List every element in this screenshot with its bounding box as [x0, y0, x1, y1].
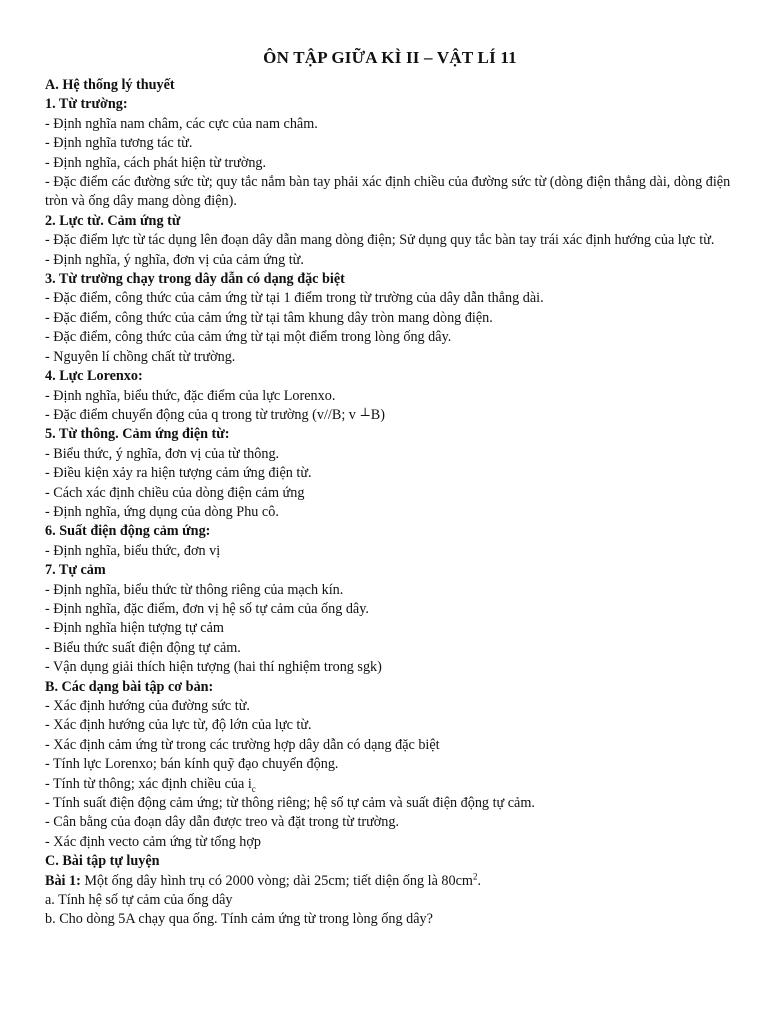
- list-item: - Đặc điểm lực từ tác dụng lên đoạn dây dẫn mang dòng điện; Sử dụng quy tắc bàn tay trái xác định hướng của lực từ.: [45, 232, 715, 249]
- list-item: - Định nghĩa, biểu thức, đơn vị: [45, 542, 221, 559]
- section-heading: 2. Lực từ. Cảm ứng từ: [45, 212, 181, 229]
- list-item: - Định nghĩa, ứng dụng của dòng Phu cô.: [45, 503, 279, 520]
- exercise-question-b: b. Cho dòng 5A chạy qua ống. Tính cảm ứng từ trong lòng ống dây?: [45, 911, 433, 928]
- list-item: - Đặc điểm, công thức của cảm ứng từ tại 1 điểm trong từ trường của dây dẫn thẳng dài.: [45, 290, 544, 307]
- superscript-2: 2: [472, 870, 478, 881]
- part-b-heading: B. Các dạng bài tập cơ bản:: [45, 678, 214, 695]
- list-item: - Định nghĩa hiện tượng tự cảm: [45, 620, 224, 637]
- list-item: - Đặc điểm, công thức của cảm ứng từ tại một điểm trong lòng ống dây.: [45, 329, 452, 346]
- section-heading: 1. Từ trường:: [45, 96, 128, 113]
- list-item: - Tính lực Lorenxo; bán kính quỹ đạo chuyển động.: [45, 756, 339, 773]
- list-item: - Định nghĩa, cách phát hiện từ trường.: [45, 154, 267, 171]
- exercise-1: [45, 872, 735, 891]
- list-item: - Xác định hướng của đường sức từ.: [45, 698, 250, 714]
- list-item: - Xác định hướng của lực từ, độ lớn của lực từ.: [45, 717, 312, 734]
- list-item: - Định nghĩa tương tác từ.: [45, 135, 193, 152]
- list-item-text: - Tính từ thông; xác định chiều của i: [45, 775, 252, 792]
- list-item: - Định nghĩa, biểu thức, đặc điểm của lực Lorenxo.: [45, 387, 336, 404]
- exercise-end: .: [477, 872, 481, 889]
- list-item: [45, 406, 735, 425]
- subscript-c: c: [251, 783, 256, 794]
- list-item: - Vận dụng giải thích hiện tượng (hai thí nghiệm trong sgk): [45, 659, 382, 676]
- list-item: - Đặc điểm các đường sức từ; quy tắc nắm bàn tay phải xác định chiều của đường sức từ (dòng điện thẳng dài, dòng điện tròn và ống dây mang dòng điện).: [45, 174, 731, 210]
- exercise-label: Bài 1:: [45, 872, 81, 889]
- list-item-text: - Đặc điểm chuyển động của q trong từ trường (v//B; v: [45, 406, 360, 423]
- section-heading: 5. Từ thông. Cảm ứng điện từ:: [45, 426, 230, 443]
- list-item: - Điều kiện xảy ra hiện tượng cảm ứng điện từ.: [45, 465, 312, 482]
- section-heading: 7. Tự cảm: [45, 562, 106, 579]
- list-item: - Biểu thức suất điện động tự cảm.: [45, 639, 241, 656]
- list-item: - Biểu thức, ý nghĩa, đơn vị của từ thông.: [45, 445, 280, 462]
- list-item: - Xác định vecto cảm ứng từ tổng hợp: [45, 833, 261, 850]
- list-item: - Cân bằng của đoạn dây dẫn được treo và đặt trong từ trường.: [45, 814, 400, 831]
- list-item: - Đặc điểm, công thức của cảm ứng từ tại tâm khung dây tròn mang dòng điện.: [45, 309, 493, 326]
- section-heading: 4. Lực Lorenxo:: [45, 368, 143, 385]
- part-a-heading: A. Hệ thống lý thuyết: [45, 77, 175, 93]
- list-item: - Định nghĩa, ý nghĩa, đơn vị của cảm ứng từ.: [45, 251, 304, 268]
- perpendicular-symbol: ⊥: [359, 404, 371, 419]
- list-item: [45, 775, 735, 794]
- list-item: - Tính suất điện động cảm ứng; từ thông riêng; hệ số tự cảm và suất điện động tự cảm.: [45, 795, 535, 812]
- list-item: - Xác định cảm ứng từ trong các trường hợp dây dẫn có dạng đặc biệt: [45, 736, 440, 753]
- section-heading: 6. Suất điện động cảm ứng:: [45, 523, 211, 540]
- section-heading: 3. Từ trường chạy trong dây dẫn có dạng đặc biệt: [45, 271, 345, 288]
- list-item: - Định nghĩa nam châm, các cực của nam châm.: [45, 115, 318, 132]
- document-page: [45, 48, 735, 930]
- part-c-heading: C. Bài tập tự luyện: [45, 853, 160, 870]
- list-item: - Cách xác định chiều của dòng điện cảm ứng: [45, 484, 305, 501]
- page-title: ÔN TẬP GIỮA KÌ II – VẬT LÍ 11: [263, 48, 517, 67]
- list-item: - Nguyên lí chồng chất từ trường.: [45, 348, 236, 365]
- list-item-text: B): [370, 406, 385, 423]
- exercise-text: Một ống dây hình trụ có 2000 vòng; dài 25cm; tiết diện ống là 80cm: [80, 872, 473, 889]
- list-item: - Định nghĩa, đặc điểm, đơn vị hệ số tự cảm của ống dây.: [45, 600, 369, 617]
- list-item: - Định nghĩa, biểu thức từ thông riêng của mạch kín.: [45, 581, 344, 598]
- exercise-question-a: a. Tính hệ số tự cảm của ống dây: [45, 892, 233, 909]
